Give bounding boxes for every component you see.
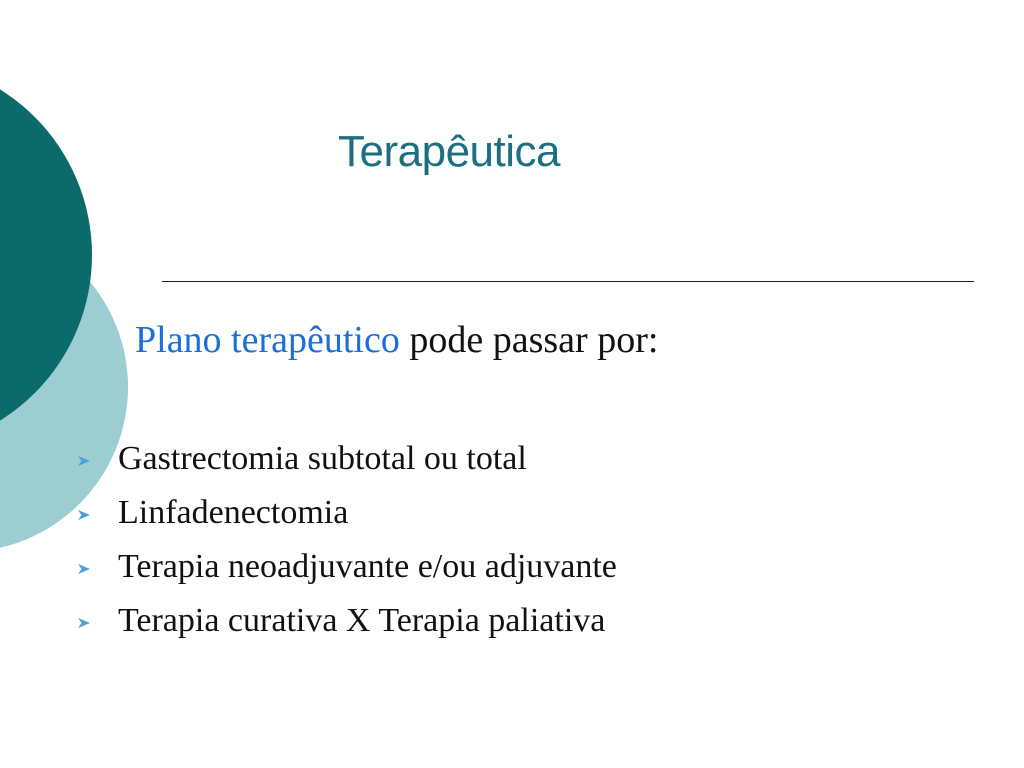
intro-line bbox=[135, 314, 658, 366]
intro-highlight: Plano terapêutico bbox=[135, 319, 400, 361]
title-divider bbox=[162, 281, 974, 282]
slide-title: Terapêutica bbox=[338, 127, 560, 176]
bullet-text: Terapia neoadjuvante e/ou adjuvante bbox=[118, 548, 617, 585]
bullet-text: Terapia curativa X Terapia paliativa bbox=[118, 602, 606, 639]
bullet-text: Linfadenectomia bbox=[118, 494, 349, 531]
arrow-bullet-icon bbox=[78, 456, 90, 466]
arrow-bullet-icon bbox=[78, 564, 90, 574]
intro-rest: pode passar por: bbox=[399, 319, 659, 361]
arrow-bullet-icon bbox=[78, 618, 90, 628]
arrow-bullet-icon bbox=[78, 510, 90, 520]
bullet-text: Gastrectomia subtotal ou total bbox=[118, 440, 527, 477]
